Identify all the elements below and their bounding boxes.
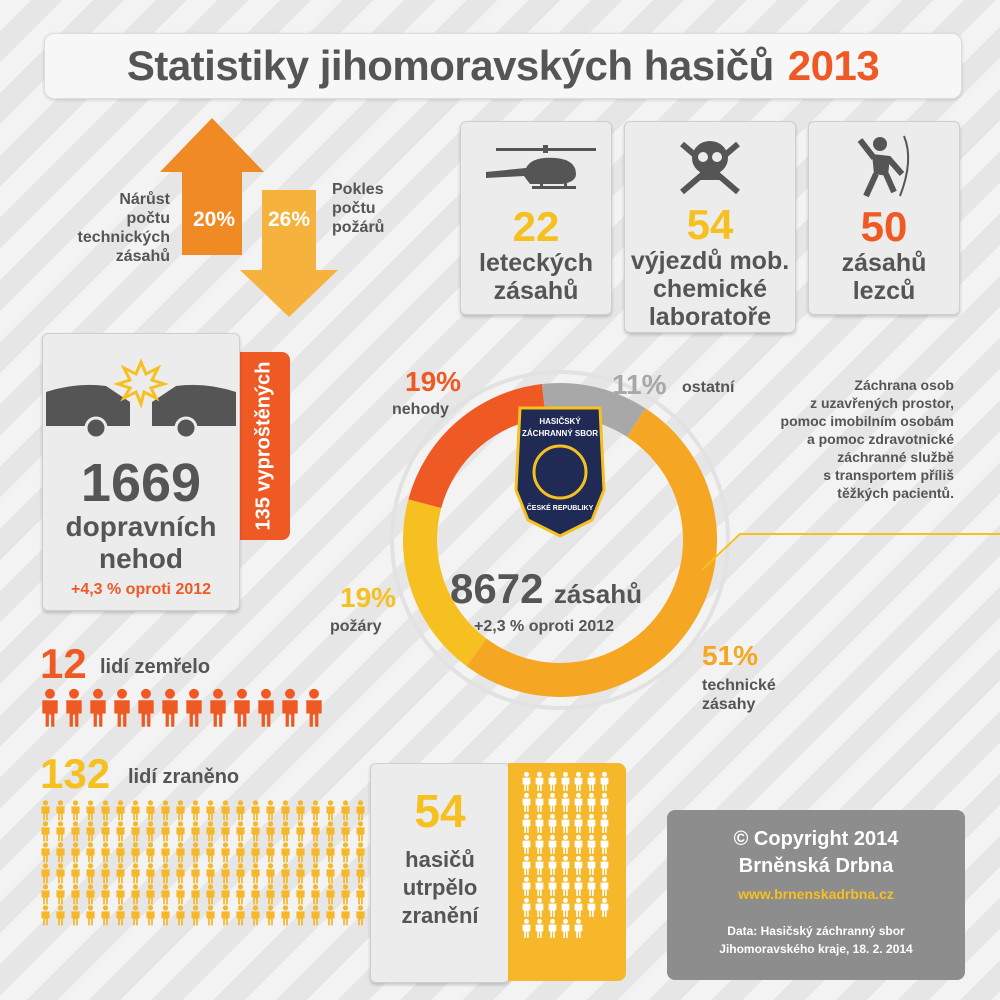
person-icon bbox=[111, 688, 133, 728]
person-icon bbox=[84, 842, 97, 863]
title-year: 2013 bbox=[787, 42, 880, 89]
person-icon bbox=[135, 688, 157, 728]
person-icon bbox=[294, 884, 307, 905]
person-icon bbox=[144, 884, 157, 905]
person-icon bbox=[534, 855, 545, 876]
person-icon bbox=[354, 884, 367, 905]
person-icon bbox=[234, 842, 247, 863]
person-icon bbox=[99, 884, 112, 905]
person-icon bbox=[521, 834, 532, 855]
person-icon bbox=[54, 842, 67, 863]
rescued-label: 135 vyproštěných bbox=[252, 361, 275, 531]
person-icon bbox=[87, 688, 109, 728]
person-icon bbox=[279, 842, 292, 863]
firefighters-card: 54 hasičů utrpělo zranění bbox=[370, 763, 510, 983]
badge-top: HASIČSKÝ bbox=[539, 417, 581, 426]
person-icon bbox=[354, 863, 367, 884]
person-icon bbox=[586, 855, 597, 876]
person-icon bbox=[534, 876, 545, 897]
person-icon bbox=[547, 813, 558, 834]
person-icon bbox=[189, 905, 202, 926]
person-icon bbox=[255, 688, 277, 728]
person-icon bbox=[39, 821, 52, 842]
person-icon bbox=[189, 884, 202, 905]
slice-label-nehody: nehody bbox=[392, 401, 449, 418]
person-icon bbox=[324, 884, 337, 905]
accidents-value: 1669 bbox=[80, 453, 202, 513]
person-icon bbox=[547, 855, 558, 876]
person-icon bbox=[54, 821, 67, 842]
person-icon bbox=[39, 884, 52, 905]
person-icon bbox=[324, 821, 337, 842]
person-icon bbox=[279, 884, 292, 905]
person-icon bbox=[84, 863, 97, 884]
helicopter-card: 22 leteckých zásahů bbox=[460, 121, 612, 315]
person-icon bbox=[534, 897, 545, 918]
side-note-connector bbox=[700, 530, 1000, 590]
copyright-line1: © Copyright 2014 bbox=[733, 828, 899, 850]
helicopter-icon bbox=[466, 130, 606, 200]
person-icon bbox=[129, 842, 142, 863]
slice-label-ostatni: ostatní bbox=[682, 379, 735, 396]
person-icon bbox=[159, 688, 181, 728]
badge-mid: ZÁCHRANNÝ SBOR bbox=[522, 429, 598, 438]
person-icon bbox=[174, 884, 187, 905]
person-icon bbox=[219, 821, 232, 842]
person-icon bbox=[39, 842, 52, 863]
firefighters-tab bbox=[508, 763, 626, 981]
person-icon bbox=[204, 884, 217, 905]
person-icon bbox=[99, 842, 112, 863]
person-icon bbox=[174, 821, 187, 842]
person-icon bbox=[354, 905, 367, 926]
person-icon bbox=[249, 863, 262, 884]
person-icon bbox=[521, 918, 532, 939]
person-icon bbox=[599, 792, 610, 813]
person-icon bbox=[99, 905, 112, 926]
person-icon bbox=[309, 821, 322, 842]
copyright-source1: Data: Hasičský záchranný sbor bbox=[727, 924, 905, 938]
person-icon bbox=[183, 688, 205, 728]
person-icon bbox=[129, 800, 142, 821]
person-icon bbox=[159, 842, 172, 863]
slice-label-value-nehody: 19% bbox=[405, 366, 462, 397]
person-icon bbox=[114, 905, 127, 926]
person-icon bbox=[560, 792, 571, 813]
person-icon bbox=[294, 800, 307, 821]
person-icon bbox=[129, 905, 142, 926]
person-icon bbox=[573, 897, 584, 918]
person-icon bbox=[309, 884, 322, 905]
person-icon bbox=[204, 842, 217, 863]
person-icon bbox=[294, 842, 307, 863]
person-icon bbox=[54, 800, 67, 821]
person-icon bbox=[521, 897, 532, 918]
copyright-source2: Jihomoravského kraje, 18. 2. 2014 bbox=[719, 942, 913, 956]
person-icon bbox=[39, 688, 61, 728]
person-icon bbox=[84, 884, 97, 905]
person-icon bbox=[99, 821, 112, 842]
person-icon bbox=[69, 884, 82, 905]
person-icon bbox=[599, 876, 610, 897]
copyright-url[interactable]: www.brnenskadrbna.cz bbox=[738, 886, 894, 902]
person-icon bbox=[39, 905, 52, 926]
copyright-line2: Brněnská Drbna bbox=[738, 855, 894, 877]
person-icon bbox=[354, 800, 367, 821]
deaths-pictogram bbox=[38, 688, 348, 728]
car-crash-icon bbox=[46, 352, 236, 442]
down-label: Pokles počtu požárů bbox=[332, 181, 385, 236]
person-icon bbox=[219, 842, 232, 863]
down-value: 26% bbox=[267, 208, 311, 231]
person-icon bbox=[189, 863, 202, 884]
arrows-graphic bbox=[150, 110, 350, 325]
lab-value: 54 bbox=[686, 201, 734, 248]
person-icon bbox=[249, 884, 262, 905]
person-icon bbox=[159, 905, 172, 926]
person-icon bbox=[573, 813, 584, 834]
chart-subtitle: +2,3 % oproti 2012 bbox=[474, 618, 615, 635]
person-icon bbox=[534, 813, 545, 834]
person-icon bbox=[84, 905, 97, 926]
person-icon bbox=[573, 855, 584, 876]
person-icon bbox=[279, 800, 292, 821]
climber-card: 50 zásahů lezců bbox=[808, 121, 960, 315]
badge-bottom: ČESKÉ REPUBLIKY bbox=[526, 505, 594, 512]
person-icon bbox=[599, 855, 610, 876]
person-icon bbox=[234, 863, 247, 884]
person-icon bbox=[144, 821, 157, 842]
person-icon bbox=[114, 821, 127, 842]
person-icon bbox=[144, 863, 157, 884]
accidents-card: 1669 dopravních nehod +4,3 % oproti 2012 bbox=[42, 333, 240, 611]
person-icon bbox=[599, 897, 610, 918]
person-icon bbox=[309, 800, 322, 821]
person-icon bbox=[114, 842, 127, 863]
person-icon bbox=[339, 905, 352, 926]
person-icon bbox=[560, 876, 571, 897]
person-icon bbox=[547, 792, 558, 813]
person-icon bbox=[204, 905, 217, 926]
person-icon bbox=[234, 821, 247, 842]
person-icon bbox=[339, 821, 352, 842]
person-icon bbox=[69, 800, 82, 821]
person-icon bbox=[573, 792, 584, 813]
person-icon bbox=[599, 771, 610, 792]
person-icon bbox=[99, 863, 112, 884]
person-icon bbox=[249, 800, 262, 821]
person-icon bbox=[586, 834, 597, 855]
person-icon bbox=[573, 876, 584, 897]
accidents-change: +4,3 % oproti 2012 bbox=[70, 581, 212, 598]
person-icon bbox=[204, 800, 217, 821]
person-icon bbox=[309, 842, 322, 863]
person-icon bbox=[560, 855, 571, 876]
person-icon bbox=[309, 863, 322, 884]
person-icon bbox=[159, 884, 172, 905]
person-icon bbox=[174, 863, 187, 884]
person-icon bbox=[324, 800, 337, 821]
person-icon bbox=[114, 863, 127, 884]
person-icon bbox=[114, 884, 127, 905]
person-icon bbox=[231, 688, 253, 728]
person-icon bbox=[521, 876, 532, 897]
firefighters-value: 54 bbox=[414, 785, 466, 837]
climber-icon bbox=[844, 130, 924, 200]
person-icon bbox=[159, 821, 172, 842]
climber-value: 50 bbox=[860, 203, 908, 250]
person-icon bbox=[249, 842, 262, 863]
person-icon bbox=[54, 884, 67, 905]
injured-label: lidí zraněno bbox=[128, 766, 240, 788]
person-icon bbox=[294, 821, 307, 842]
helicopter-value: 22 bbox=[512, 203, 560, 250]
person-icon bbox=[547, 834, 558, 855]
slice-label-value-pozary: 19% bbox=[340, 582, 397, 613]
slice-label-pozary: požáry bbox=[330, 618, 382, 635]
person-icon bbox=[144, 842, 157, 863]
up-label: Nárůst počtu technických zásahů bbox=[77, 191, 170, 265]
up-arrow-icon bbox=[160, 118, 264, 255]
person-icon bbox=[521, 771, 532, 792]
injured-value: 132 bbox=[40, 750, 111, 797]
person-icon bbox=[547, 918, 558, 939]
person-icon bbox=[573, 771, 584, 792]
person-icon bbox=[599, 813, 610, 834]
badge-icon bbox=[516, 408, 604, 536]
person-icon bbox=[279, 821, 292, 842]
person-icon bbox=[129, 863, 142, 884]
person-icon bbox=[560, 897, 571, 918]
slice-label-value-technicke: 51% bbox=[702, 640, 759, 671]
person-icon bbox=[264, 800, 277, 821]
injured-pictogram bbox=[38, 800, 373, 926]
person-icon bbox=[547, 771, 558, 792]
person-icon bbox=[69, 821, 82, 842]
copyright-box bbox=[667, 810, 965, 980]
person-icon bbox=[586, 897, 597, 918]
person-icon bbox=[521, 792, 532, 813]
person-icon bbox=[573, 834, 584, 855]
lab-card: 54 výjezdů mob. chemické laboratoře bbox=[624, 121, 796, 333]
person-icon bbox=[573, 918, 584, 939]
person-icon bbox=[39, 800, 52, 821]
person-icon bbox=[324, 905, 337, 926]
person-icon bbox=[534, 792, 545, 813]
person-icon bbox=[586, 876, 597, 897]
title-text: Statistiky jihomoravských hasičů bbox=[126, 42, 774, 89]
deaths-label: lidí zemřelo bbox=[100, 656, 211, 678]
person-icon bbox=[586, 813, 597, 834]
person-icon bbox=[279, 863, 292, 884]
person-icon bbox=[159, 800, 172, 821]
person-icon bbox=[69, 842, 82, 863]
person-icon bbox=[324, 863, 337, 884]
person-icon bbox=[294, 905, 307, 926]
deaths-value: 12 bbox=[40, 640, 87, 687]
slice-label-technicke: technické zásahy bbox=[702, 677, 776, 713]
person-icon bbox=[219, 905, 232, 926]
person-icon bbox=[84, 821, 97, 842]
person-icon bbox=[129, 821, 142, 842]
person-icon bbox=[234, 884, 247, 905]
person-icon bbox=[144, 800, 157, 821]
person-icon bbox=[547, 876, 558, 897]
skull-icon bbox=[670, 128, 750, 198]
person-icon bbox=[54, 905, 67, 926]
person-icon bbox=[234, 800, 247, 821]
person-icon bbox=[84, 800, 97, 821]
person-icon bbox=[586, 771, 597, 792]
person-icon bbox=[189, 821, 202, 842]
person-icon bbox=[279, 905, 292, 926]
person-icon bbox=[279, 688, 301, 728]
person-icon bbox=[174, 800, 187, 821]
side-note: Záchrana osob z uzavřených prostor, pomoc imobilním osobám a pomoc zdravotnické záchranné službě s transportem příliš těžkých pacientů. bbox=[780, 377, 954, 501]
person-icon bbox=[547, 897, 558, 918]
person-icon bbox=[264, 884, 277, 905]
person-icon bbox=[69, 863, 82, 884]
person-icon bbox=[354, 821, 367, 842]
person-icon bbox=[534, 834, 545, 855]
person-icon bbox=[324, 842, 337, 863]
person-icon bbox=[560, 813, 571, 834]
person-icon bbox=[174, 905, 187, 926]
person-icon bbox=[303, 688, 325, 728]
person-icon bbox=[39, 863, 52, 884]
person-icon bbox=[354, 842, 367, 863]
person-icon bbox=[189, 842, 202, 863]
person-icon bbox=[264, 842, 277, 863]
person-icon bbox=[219, 863, 232, 884]
person-icon bbox=[204, 821, 217, 842]
person-icon bbox=[234, 905, 247, 926]
chart-title: 8672 zásahů bbox=[450, 565, 643, 612]
rescued-tab bbox=[238, 352, 290, 540]
person-icon bbox=[129, 884, 142, 905]
person-icon bbox=[339, 800, 352, 821]
page-title bbox=[44, 33, 962, 99]
person-icon bbox=[309, 905, 322, 926]
person-icon bbox=[294, 863, 307, 884]
person-icon bbox=[560, 918, 571, 939]
up-value: 20% bbox=[192, 208, 236, 231]
person-icon bbox=[264, 821, 277, 842]
person-icon bbox=[219, 884, 232, 905]
person-icon bbox=[99, 800, 112, 821]
person-icon bbox=[249, 821, 262, 842]
person-icon bbox=[339, 884, 352, 905]
person-icon bbox=[339, 842, 352, 863]
person-icon bbox=[521, 813, 532, 834]
person-icon bbox=[560, 771, 571, 792]
person-icon bbox=[586, 792, 597, 813]
person-icon bbox=[264, 905, 277, 926]
person-icon bbox=[339, 863, 352, 884]
person-icon bbox=[144, 905, 157, 926]
person-icon bbox=[114, 800, 127, 821]
person-icon bbox=[534, 771, 545, 792]
person-icon bbox=[189, 800, 202, 821]
person-icon bbox=[207, 688, 229, 728]
person-icon bbox=[249, 905, 262, 926]
person-icon bbox=[264, 863, 277, 884]
person-icon bbox=[63, 688, 85, 728]
person-icon bbox=[521, 855, 532, 876]
person-icon bbox=[54, 863, 67, 884]
person-icon bbox=[204, 863, 217, 884]
person-icon bbox=[219, 800, 232, 821]
person-icon bbox=[174, 842, 187, 863]
person-icon bbox=[159, 863, 172, 884]
person-icon bbox=[534, 918, 545, 939]
person-icon bbox=[69, 905, 82, 926]
slice-label-value-ostatni: 11% bbox=[612, 369, 667, 400]
person-icon bbox=[560, 834, 571, 855]
person-icon bbox=[599, 834, 610, 855]
